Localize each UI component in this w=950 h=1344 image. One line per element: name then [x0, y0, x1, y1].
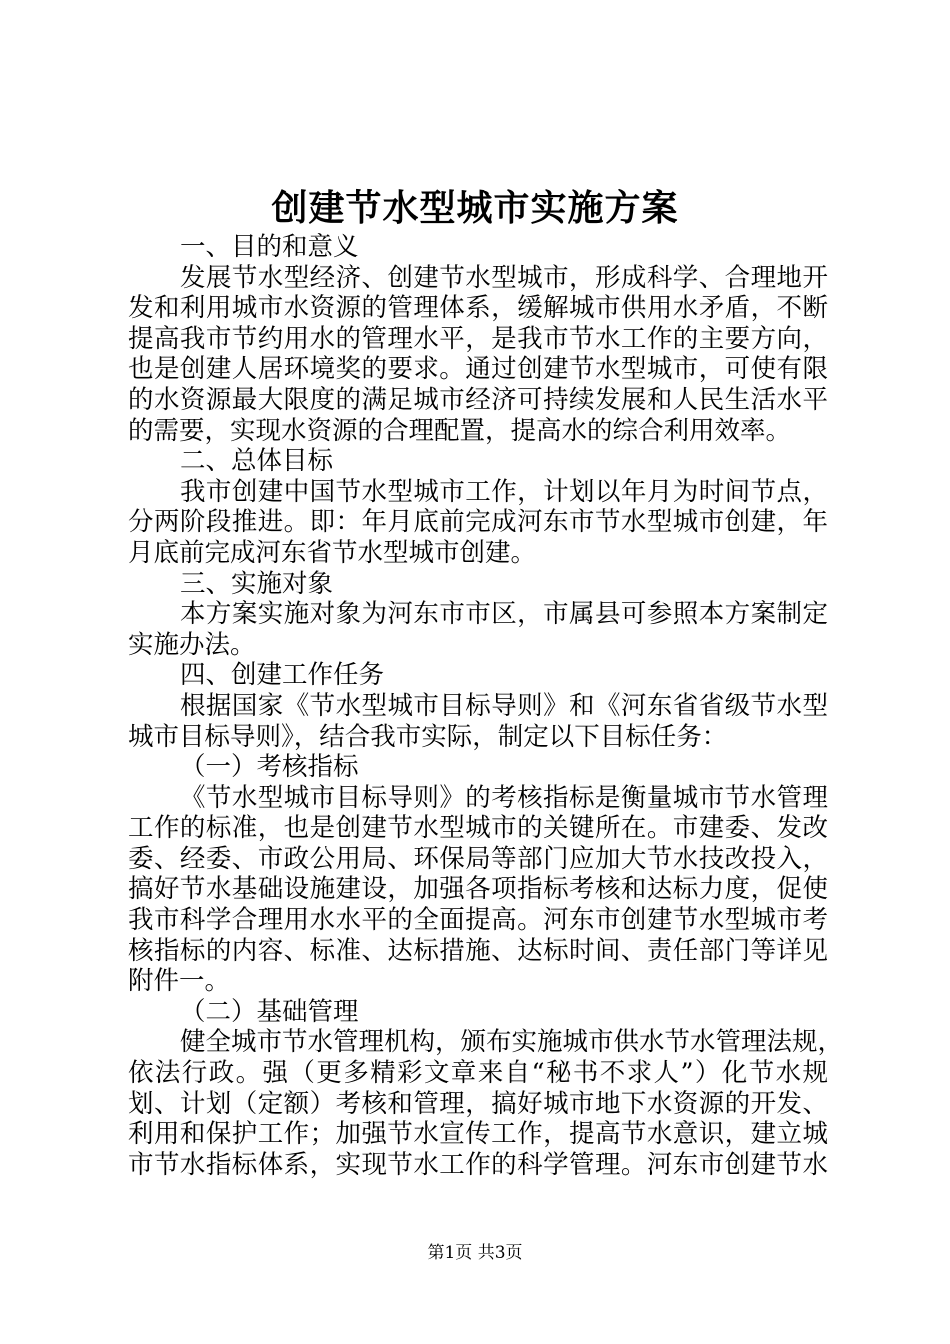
text-line: 分两阶段推进。即：年月底前完成河东市节水型城市创建，年 [128, 507, 828, 538]
text-line: 附件一。 [128, 966, 231, 997]
text-line: 发和利用城市水资源的管理体系，缓解城市供用水矛盾，不断 [128, 293, 828, 324]
text-line: 城市目标导则》，结合我市实际，制定以下目标任务： [128, 721, 728, 752]
text-line: 委、经委、市政公用局、环保局等部门应加大节水技改投入， [128, 843, 828, 874]
text-line: 二、总体目标 [180, 446, 334, 477]
text-line: （一）考核指标 [180, 752, 359, 783]
text-line: 一、目的和意义 [180, 232, 359, 262]
text-line: 提高我市节约用水的管理水平，是我市节水工作的主要方向， [128, 323, 828, 354]
text-line: 我市科学合理用水水平的全面提高。河东市创建节水型城市考 [128, 905, 828, 936]
text-line: 利用和保护工作；加强节水宣传工作，提高节水意识，建立城 [128, 1119, 828, 1150]
text-line: 的需要，实现水资源的合理配置，提高水的综合利用效率。 [128, 415, 792, 446]
text-line: 我市创建中国节水型城市工作，计划以年月为时间节点， [180, 476, 828, 507]
text-line: （二）基础管理 [180, 996, 359, 1027]
text-line: 本方案实施对象为河东市市区，市属县可参照本方案制定 [180, 599, 828, 630]
text-line: 市节水指标体系，实现节水工作的科学管理。河东市创建节水 [128, 1149, 828, 1180]
text-line: 《节水型城市目标导则》的考核指标是衡量城市节水管理 [180, 782, 828, 813]
text-line: 三、实施对象 [180, 568, 334, 599]
text-line: 根据国家《节水型城市目标导则》和《河东省省级节水型 [180, 690, 828, 721]
text-line: 的水资源最大限度的满足城市经济可持续发展和人民生活水平 [128, 384, 828, 415]
text-line: 依法行政。强（更多精彩文章来自“秘书不求人”）化节水规 [128, 1058, 828, 1089]
text-line: 也是创建人居环境奖的要求。通过创建节水型城市，可使有限 [128, 354, 828, 385]
page-footer: 第1页 共3页 [427, 1243, 523, 1263]
text-line: 搞好节水基础设施建设，加强各项指标考核和达标力度，促使 [128, 874, 828, 905]
text-line: 发展节水型经济、创建节水型城市，形成科学、合理地开 [180, 262, 828, 293]
text-line: 核指标的内容、标准、达标措施、达标时间、责任部门等详见 [128, 935, 828, 966]
text-line: 实施办法。 [128, 629, 256, 660]
document-body [128, 232, 844, 1180]
document-title: 创建节水型城市实施方案 [271, 187, 679, 229]
text-line: 健全城市节水管理机构，颁布实施城市供水节水管理法规， [180, 1027, 844, 1058]
text-line: 月底前完成河东省节水型城市创建。 [128, 537, 537, 568]
text-line: 四、创建工作任务 [180, 660, 385, 691]
text-line: 工作的标准，也是创建节水型城市的关键所在。市建委、发改 [128, 813, 828, 844]
text-line: 划、计划（定额）考核和管理，搞好城市地下水资源的开发、 [128, 1088, 828, 1119]
